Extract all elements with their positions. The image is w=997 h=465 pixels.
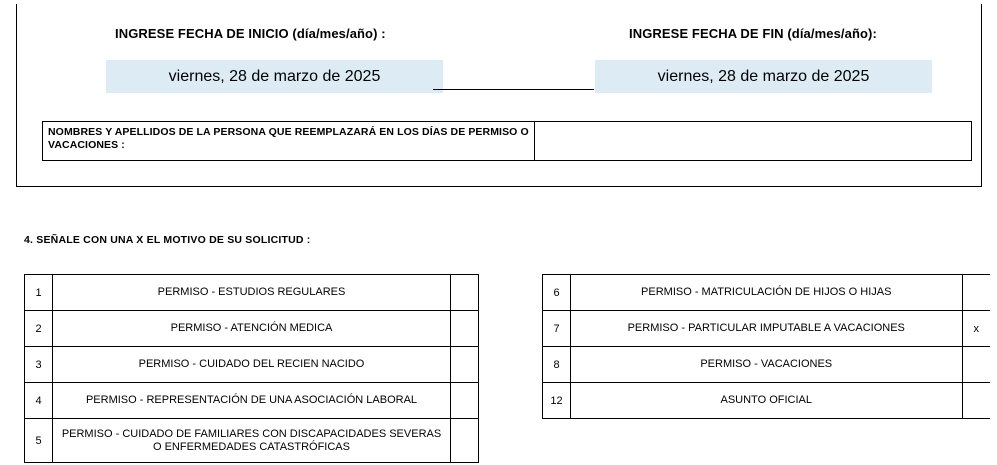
- table-row[interactable]: [25, 419, 479, 463]
- motive-number: 8: [543, 347, 571, 383]
- replacement-person-label: NOMBRES Y APELLIDOS DE LA PERSONA QUE REEMPLAZARÁ EN LOS DÍAS DE PERMISO O VACACIONES :: [43, 122, 535, 160]
- motive-checkbox[interactable]: [962, 347, 990, 383]
- motive-checkbox[interactable]: [451, 347, 479, 383]
- motive-number: 3: [25, 347, 53, 383]
- motive-checkbox[interactable]: [451, 383, 479, 419]
- table-row[interactable]: [25, 311, 479, 347]
- table-row[interactable]: [543, 383, 991, 419]
- motives-table-left: [24, 274, 479, 463]
- middle-divider-line: [433, 89, 594, 90]
- motive-description: PERMISO - ESTUDIOS REGULARES: [53, 275, 451, 311]
- motive-number: 5: [25, 419, 53, 463]
- motive-description: PERMISO - CUIDADO DEL RECIEN NACIDO: [53, 347, 451, 383]
- motive-number: 6: [543, 275, 571, 311]
- table-row[interactable]: [25, 275, 479, 311]
- date-headers: [17, 26, 983, 46]
- table-row[interactable]: [25, 347, 479, 383]
- motive-checkbox[interactable]: [962, 383, 990, 419]
- motive-checkbox[interactable]: [451, 419, 479, 463]
- motive-checkbox[interactable]: [962, 275, 990, 311]
- motive-number: 4: [25, 383, 53, 419]
- table-row[interactable]: [543, 347, 991, 383]
- motive-number: 7: [543, 311, 571, 347]
- section-4-title: 4. SEÑALE CON UNA X EL MOTIVO DE SU SOLICITUD :: [24, 234, 311, 246]
- motive-number: 12: [543, 383, 571, 419]
- dates-section: [16, 4, 982, 187]
- motive-number: 1: [25, 275, 53, 311]
- table-row[interactable]: [543, 275, 991, 311]
- table-row[interactable]: [543, 311, 991, 347]
- replacement-person-row: [42, 121, 972, 161]
- motive-description: PERMISO - CUIDADO DE FAMILIARES CON DISCAPACIDADES SEVERAS O ENFERMEDADES CATASTRÓFICAS: [53, 419, 451, 463]
- motive-number: 2: [25, 311, 53, 347]
- date-start-label: INGRESE FECHA DE INICIO (día/mes/año) :: [115, 26, 386, 41]
- motive-description: PERMISO - REPRESENTACIÓN DE UNA ASOCIACIÓN LABORAL: [53, 383, 451, 419]
- table-row[interactable]: [25, 383, 479, 419]
- date-end-field[interactable]: viernes, 28 de marzo de 2025: [595, 60, 932, 93]
- motive-checkbox[interactable]: [451, 275, 479, 311]
- motives-table-right: [542, 274, 990, 419]
- motive-description: PERMISO - PARTICULAR IMPUTABLE A VACACIONES: [571, 311, 963, 347]
- date-start-field[interactable]: viernes, 28 de marzo de 2025: [106, 60, 443, 93]
- replacement-person-input[interactable]: [535, 122, 971, 160]
- motive-description: PERMISO - VACACIONES: [571, 347, 963, 383]
- motive-description: PERMISO - MATRICULACIÓN DE HIJOS O HIJAS: [571, 275, 963, 311]
- date-end-label: INGRESE FECHA DE FIN (día/mes/año):: [629, 26, 877, 41]
- motive-description: ASUNTO OFICIAL: [571, 383, 963, 419]
- motive-checkbox[interactable]: x: [962, 311, 990, 347]
- motive-description: PERMISO - ATENCIÓN MEDICA: [53, 311, 451, 347]
- motive-checkbox[interactable]: [451, 311, 479, 347]
